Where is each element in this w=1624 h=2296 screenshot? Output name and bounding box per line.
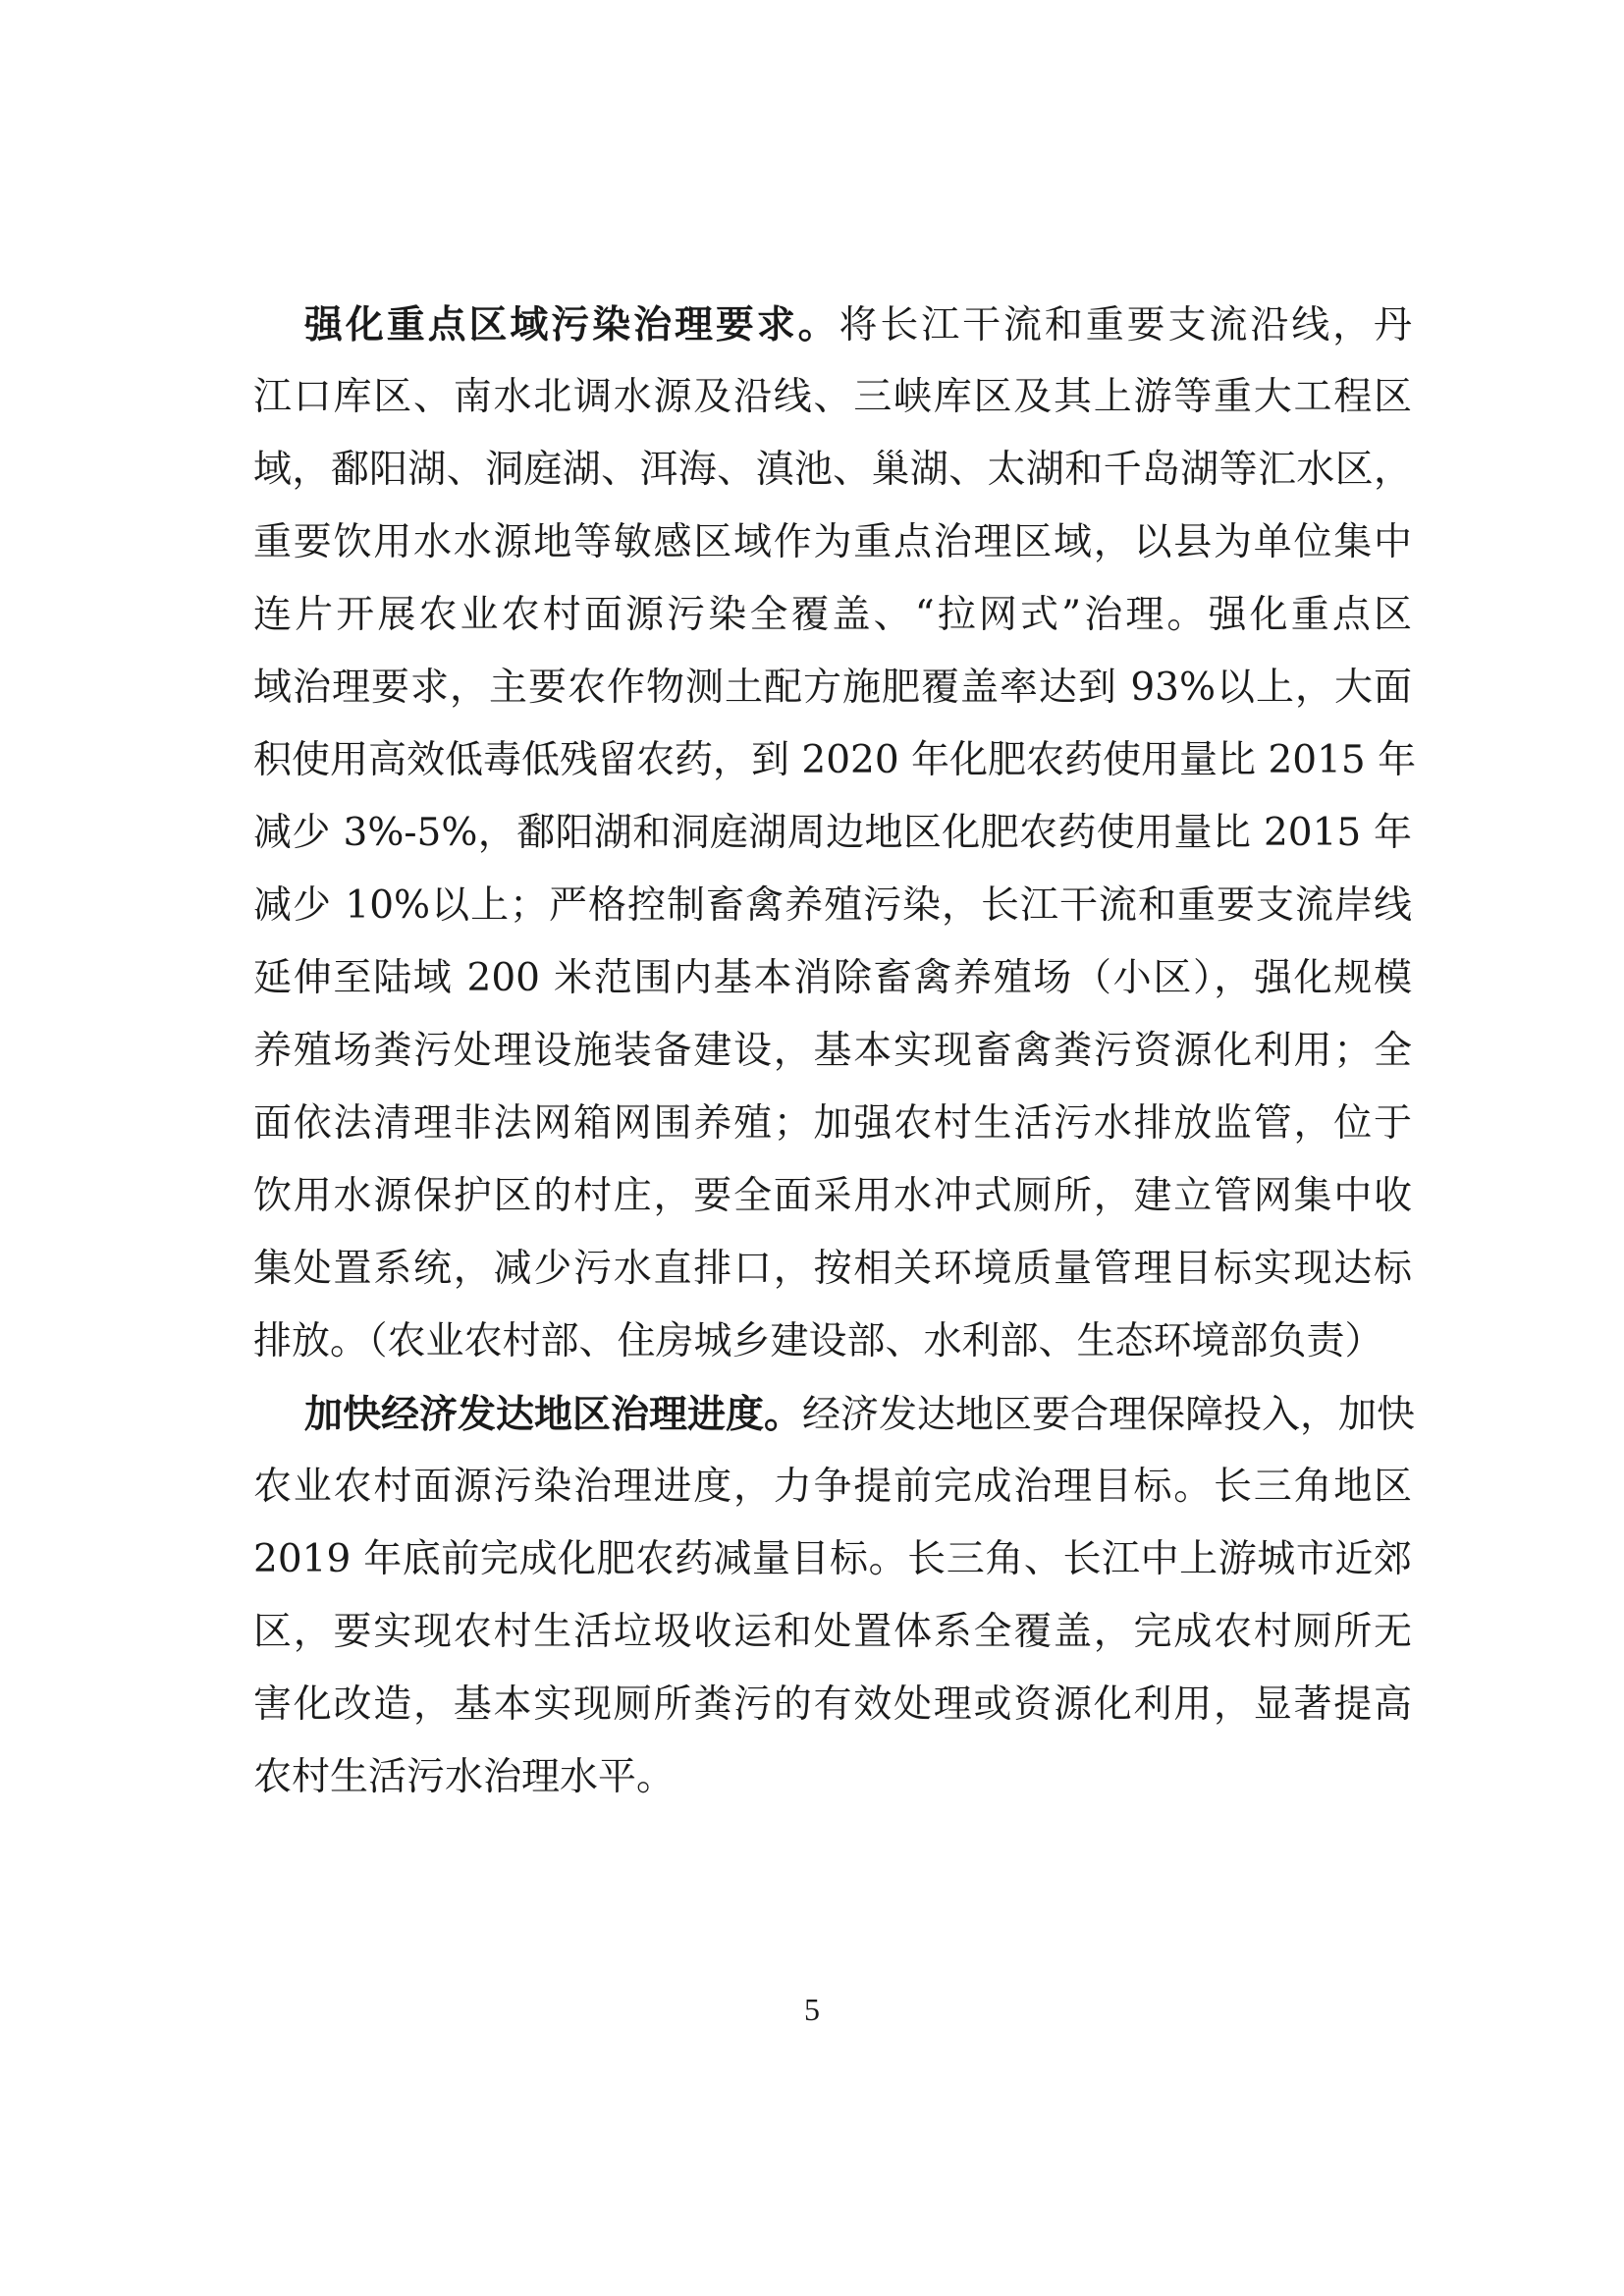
paragraph-1-line-10: 延伸至陆域 200 米范围内基本消除畜禽养殖场（小区），强化规模: [253, 956, 1412, 1000]
paragraph-1-line-7: 积使用高效低毒低残留农药，到 2020 年化肥农药使用量比 2015 年: [253, 738, 1417, 782]
page-number: 5: [804, 1992, 820, 2027]
paragraph-2-line-6: 农村生活污水治理水平。: [253, 1755, 676, 1799]
paragraph-1-line-13: 饮用水源保护区的村庄，要全面采用水冲式厕所，建立管网集中收: [253, 1174, 1412, 1218]
body-text: [253, 289, 1417, 1814]
paragraph-2-line-5: 害化改造，基本实现厕所粪污的有效处理或资源化利用，显著提高: [253, 1682, 1412, 1727]
paragraph-1-line-11: 养殖场粪污处理设施装备建设，基本实现畜禽粪污资源化利用；全: [253, 1029, 1412, 1073]
paragraph-1-line-8: 减少 3%-5%，鄱阳湖和洞庭湖周边地区化肥农药使用量比 2015 年: [253, 811, 1412, 855]
paragraph-2-line-2: 农业农村面源污染治理进度，力争提前完成治理目标。长三角地区: [253, 1465, 1412, 1509]
paragraph-1-line-12: 面依法清理非法网箱网围养殖；加强农村生活污水排放监管，位于: [253, 1101, 1412, 1146]
paragraph-1-line-14: 集处置系统，减少污水直排口，按相关环境质量管理目标实现达标: [253, 1247, 1412, 1291]
paragraph-1-text: 将长江干流和重要支流沿线，丹: [839, 303, 1412, 347]
paragraph-1-line-1: [253, 289, 1412, 361]
paragraph-1-line-6: 域治理要求，主要农作物测土配方施肥覆盖率达到 93%以上，大面: [253, 666, 1412, 710]
paragraph-2-line-3: 2019 年底前完成化肥农药减量目标。长三角、长江中上游城市近郊: [253, 1537, 1412, 1581]
paragraph-1-line-3: 域，鄱阳湖、洞庭湖、洱海、滇池、巢湖、太湖和千岛湖等汇水区，: [253, 448, 1412, 492]
paragraph-2-heading: 加快经济发达地区治理进度。: [304, 1392, 803, 1437]
paragraph-1-line-15: 排放。（农业农村部、住房城乡建设部、水利部、生态环境部负责）: [253, 1319, 1383, 1363]
paragraph-2-text: 经济发达地区要合理保障投入，加快: [802, 1393, 1416, 1437]
paragraph-1-line-4: 重要饮用水水源地等敏感区域作为重点治理区域，以县为单位集中: [253, 520, 1412, 564]
paragraph-2-line-4: 区，要实现农村生活垃圾收运和处置体系全覆盖，完成农村厕所无: [253, 1610, 1412, 1654]
paragraph-2-line-1: [253, 1378, 1416, 1451]
paragraph-1-line-9: 减少 10%以上；严格控制畜禽养殖污染，长江干流和重要支流岸线: [253, 883, 1412, 928]
paragraph-1-heading: 强化重点区域污染治理要求。: [304, 302, 839, 347]
paragraph-1-line-2: 江口库区、南水北调水源及沿线、三峡库区及其上游等重大工程区: [253, 375, 1412, 419]
paragraph-1-line-5: 连片开展农业农村面源污染全覆盖、“拉网式”治理。强化重点区: [253, 593, 1412, 637]
